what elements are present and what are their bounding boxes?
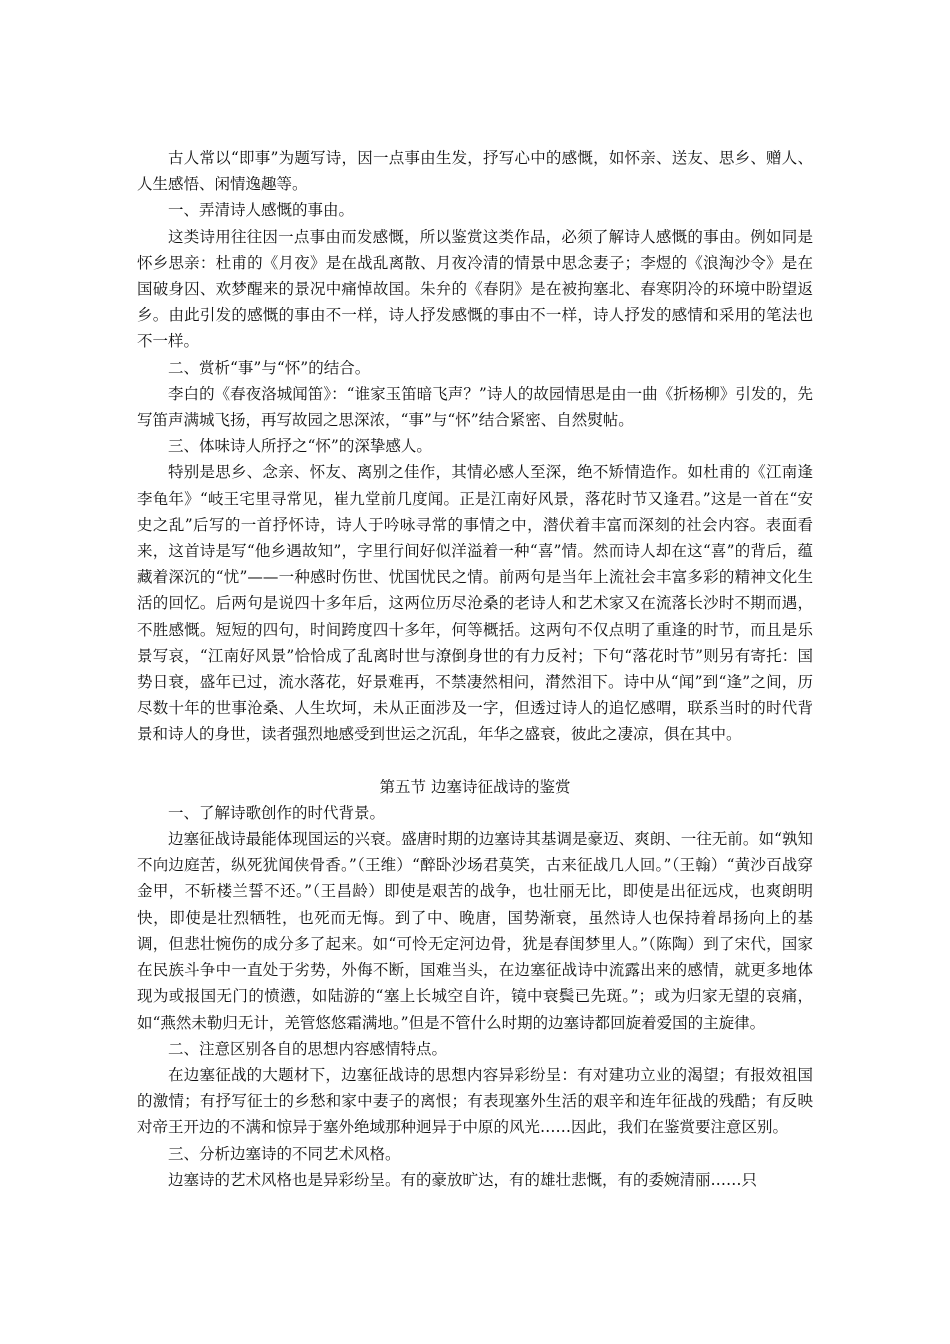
document-page	[137, 145, 813, 1193]
heading-point-3: 三、体味诗人所抒之“怀”的深挚感人。	[168, 437, 432, 456]
heading-point-1: 一、了解诗歌创作的时代背景。	[168, 803, 386, 822]
section-title: 第五节 边塞诗征战诗的鉴赏	[379, 777, 571, 796]
heading-point-1: 一、弄清诗人感慨的事由。	[168, 201, 355, 220]
intro-paragraph: 古人常以“即事”为题写诗，因一点事由生发，抒写心中的感慨，如怀亲、送友、思乡、赠人、人生感悟、闲情逸趣等。	[137, 149, 813, 194]
heading-point-3: 三、分析边塞诗的不同艺术风格。	[168, 1144, 401, 1163]
body-paragraph: 这类诗用往往因一点事由而发感慨，所以鉴赏这类作品，必须了解诗人感慨的事由。例如同是怀乡思亲：杜甫的《月夜》是在战乱离散、月夜冷清的情景中思念妻子；李煜的《浪淘沙令》是在国破身囚、欢梦醒来的景况中痛悼故国。朱弁的《春阴》是在被拘塞北、春寒阴冷的环境中盼望返乡。由此引发的感慨的事由不一样，诗人抒发感慨的事由不一样，诗人抒发的感情和采用的笔法也不一样。	[137, 227, 813, 351]
heading-point-2: 二、赏析“事”与“怀”的结合。	[168, 358, 371, 377]
heading-point-2: 二、注意区别各自的思想内容感情特点。	[168, 1039, 448, 1058]
body-paragraph: 特别是思乡、念亲、怀友、离别之佳作，其情必感人至深，绝不矫情造作。如杜甫的《江南逢李龟年》“岐王宅里寻常见，崔九堂前几度闻。正是江南好风景，落花时节又逢君。”这是一首在“安史之乱”后写的一首抒怀诗，诗人于吟咏寻常的事情之中，潜伏着丰富而深刻的社会内容。表面看来，这首诗是写“他乡遇故知”，字里行间好似洋溢着一种“喜”情。然而诗人却在这“喜”的背后，蕴藏着深沉的“忧”——一种感时伤世、忧国忧民之情。前两句是当年上流社会丰富多彩的精神文化生活的回忆。后两句是说四十多年后，这两位历尽沧桑的老诗人和艺术家又在流落长沙时不期而遇，不胜感慨。短短的四句，时间跨度四十多年，何等概括。这两句不仅点明了重逢的时节，而且是乐景写哀，“江南好风景”恰恰成了乱离时世与潦倒身世的有力反衬；下句“落花时节”则另有寄托：国势日衰，盛年已过，流水落花，好景难再，不禁凄然相问，潸然泪下。诗中从“闻”到“逢”之间，历尽数十年的世事沧桑、人生坎坷，未从正面涉及一字，但透过诗人的追忆感喟，联系当时的时代背景和诗人的身世，读者强烈地感受到世运之沉乱，年华之盛衰，彼此之凄凉，俱在其中。	[137, 463, 813, 744]
body-paragraph: 在边塞征战的大题材下，边塞征战诗的思想内容异彩纷呈：有对建功立业的渴望；有报效祖国的激情；有抒写征士的乡愁和家中妻子的离恨；有表现塞外生活的艰辛和连年征战的残酷；有反映对帝王开边的不满和惊异于塞外绝域那种迥异于中原的风光……因此，我们在鉴赏要注意区别。	[137, 1065, 813, 1137]
body-paragraph: 边塞征战诗最能体现国运的兴衰。盛唐时期的边塞诗其基调是豪迈、爽朗、一往无前。如“孰知不向边庭苦，纵死犹闻侠骨香。”（王维）“醉卧沙场君莫笑，古来征战几人回。”（王翰）“黄沙百战穿金甲，不斩楼兰誓不还。”（王昌龄）即使是艰苦的战争，也壮丽无比，即使是出征远戍，也爽朗明快，即使是壮烈牺牲，也死而无悔。到了中、晚唐，国势渐衰，虽然诗人也保持着昂扬向上的基调，但悲壮惋伤的成分多了起来。如“可怜无定河边骨，犹是春闺梦里人。”（陈陶）到了宋代，国家在民族斗争中一直处于劣势，外侮不断，国难当头，在边塞征战诗中流露出来的感情，就更多地体现为或报国无门的愤懑，如陆游的“塞上长城空自许，镜中衰鬓已先斑。”；或为归家无望的哀痛，如“燕然未勒归无计，羌管悠悠霜满地。”但是不管什么时期的边塞诗都回旋着爱国的主旋律。	[137, 830, 813, 1032]
body-paragraph: 边塞诗的艺术风格也是异彩纷呈。有的豪放旷达，有的雄壮悲慨，有的委婉清丽……只	[168, 1170, 758, 1189]
body-paragraph: 李白的《春夜洛城闻笛》：“谁家玉笛暗飞声？”诗人的故园情思是由一曲《折杨柳》引发的，先写笛声满城飞扬，再写故园之思深浓，“事”与“怀”结合紧密、自然熨帖。	[137, 384, 813, 430]
